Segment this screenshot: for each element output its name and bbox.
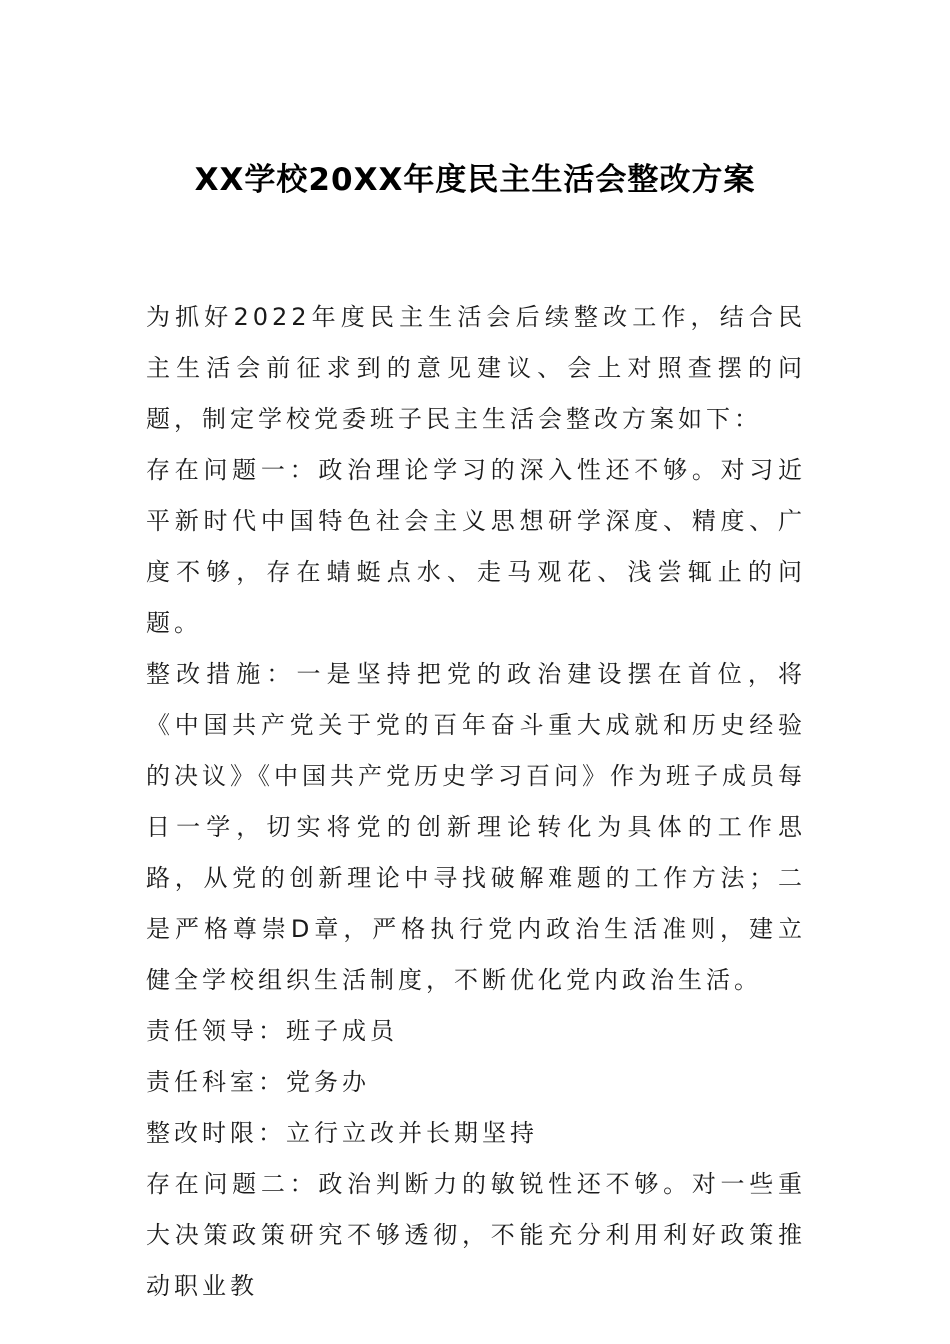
responsible-leader-line: 责任领导：班子成员 <box>146 1017 398 1045</box>
intro-paragraph: 为抓好2022年度民主生活会后续整改工作，结合民主生活会前征求到的意见建议、会上对照查摆的问题，制定学校党委班子民主生活会整改方案如下： <box>146 303 806 433</box>
document-title: XX学校20XX年度民主生活会整改方案 <box>194 162 756 198</box>
measures-paragraph: 整改措施：一是坚持把党的政治建设摆在首位，将《中国共产党关于党的百年奋斗重大成就和历史经验的决议》《中国共产党历史学习百问》作为班子成员每日一学，切实将党的创新理论转化为具体的工作思路，从党的创新理论中寻找破解难题的工作方法；二是严格尊崇D章，严格执行党内政治生活准则，建立健全学校组织生活制度，不断优化党内政治生活。 <box>146 660 806 994</box>
problem-two-paragraph: 存在问题二：政治判断力的敏锐性还不够。对一些重大决策政策研究不够透彻，不能充分利用利好政策推动职业教 <box>146 1170 806 1300</box>
responsible-office-line: 责任科室：党务办 <box>146 1068 370 1096</box>
deadline-line: 整改时限：立行立改并长期坚持 <box>146 1119 538 1147</box>
document-body <box>146 292 806 1312</box>
problem-one-paragraph: 存在问题一：政治理论学习的深入性还不够。对习近平新时代中国特色社会主义思想研学深度、精度、广度不够，存在蜻蜓点水、走马观花、浅尝辄止的问题。 <box>146 456 806 637</box>
